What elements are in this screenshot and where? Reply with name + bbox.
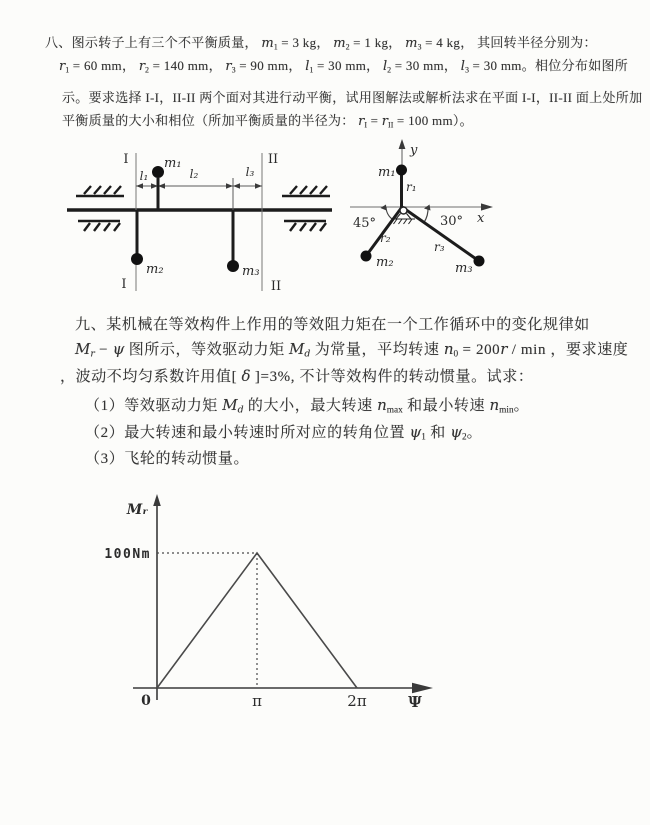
dim-l3-label: l₃ [245,165,255,179]
phase-mass1-label: m₁ [378,165,396,180]
p9-line-3: ，波动不均匀系数许用值[ δ ]=3%, 不计等效构件的转动惯量。试求： [60,367,534,385]
plane-II-bottom-label: II [270,279,282,294]
chart-y-label: Mᵣ [126,502,148,518]
plane-I-bottom-label: I [121,277,127,292]
p9-line-2: Mr − ψ 图所示，等效驱动力矩 Md 为常量，平均转速 n0 = 200r / min ，要求速度 [75,340,629,360]
p9-line-1: 九、某机械在等效构件上作用的等效阻力矩在一个工作循环中的变化规律如 [75,317,590,333]
phase-mass2-ball [361,251,372,262]
torque-chart [88,493,438,723]
p8-line-1: 八、图示转子上有三个不平衡质量， m1 = 3 kg， m2 = 1 kg， m3 = 4 kg， 其回转半径分别为： [45,35,597,52]
rotor-diagram [62,142,342,297]
chart-x-tick-2: 2π [347,692,367,710]
p8-line-3: 示。要求选择 I-I，II-II 两个面对其进行动平衡，试用图解法或解析法求在平面 I-I，II-II 面上处所加 [62,90,643,105]
mass3-label: m₃ [242,264,260,279]
dim-l2-label: l₂ [189,167,199,181]
chart-x-label: Ψ [408,693,422,711]
mass2-label: m₂ [146,262,164,277]
mass1-label: m₁ [164,156,182,171]
phase-r2-label: r₂ [380,231,391,245]
mass3-ball [227,260,239,272]
phase-mass2-label: m₂ [376,255,394,270]
chart-peak-value: 100Nm [104,547,151,562]
dim-l1-label: l₁ [139,169,149,183]
chart-x-tick-1: π [252,692,262,710]
p9-item-3: （3）飞轮的转动惯量。 [85,451,250,467]
phase-diagram [340,138,560,293]
mass1-ball [152,166,164,178]
phase-mass1-ball [396,165,407,176]
p8-line-4: 平衡质量的大小和相位（所加平衡质量的半径为： rI = rII = 100 mm）。 [62,113,473,130]
phase-mass3-ball [474,256,485,267]
chart-x-tick-0: 0 [141,693,151,709]
p9-item-2: （2）最大转速和最小转速时所对应的转角位置 ψ1 和 ψ2。 [85,423,483,443]
plane-I-top-label: I [123,152,129,167]
angle-45-label: 45° [353,216,377,231]
x-axis-label: x [477,211,485,226]
phase-r3-label: r₃ [434,240,445,254]
mass2-ball [131,253,143,265]
phase-r1-label: r₁ [406,180,417,194]
y-axis-label: y [410,143,418,158]
angle-30-label: 30° [440,214,464,229]
plane-II-top-label: II [267,152,279,167]
p9-item-1: （1）等效驱动力矩 Md 的大小，最大转速 nmax 和最小转速 nmin。 [85,396,530,416]
phase-mass3-label: m₃ [455,261,473,276]
p8-line-2: r1 = 60 mm， r2 = 140 mm， r3 = 90 mm， l1 = 30 mm， l2 = 30 mm， l3 = 30 mm。相位分布如图所 [59,58,629,75]
